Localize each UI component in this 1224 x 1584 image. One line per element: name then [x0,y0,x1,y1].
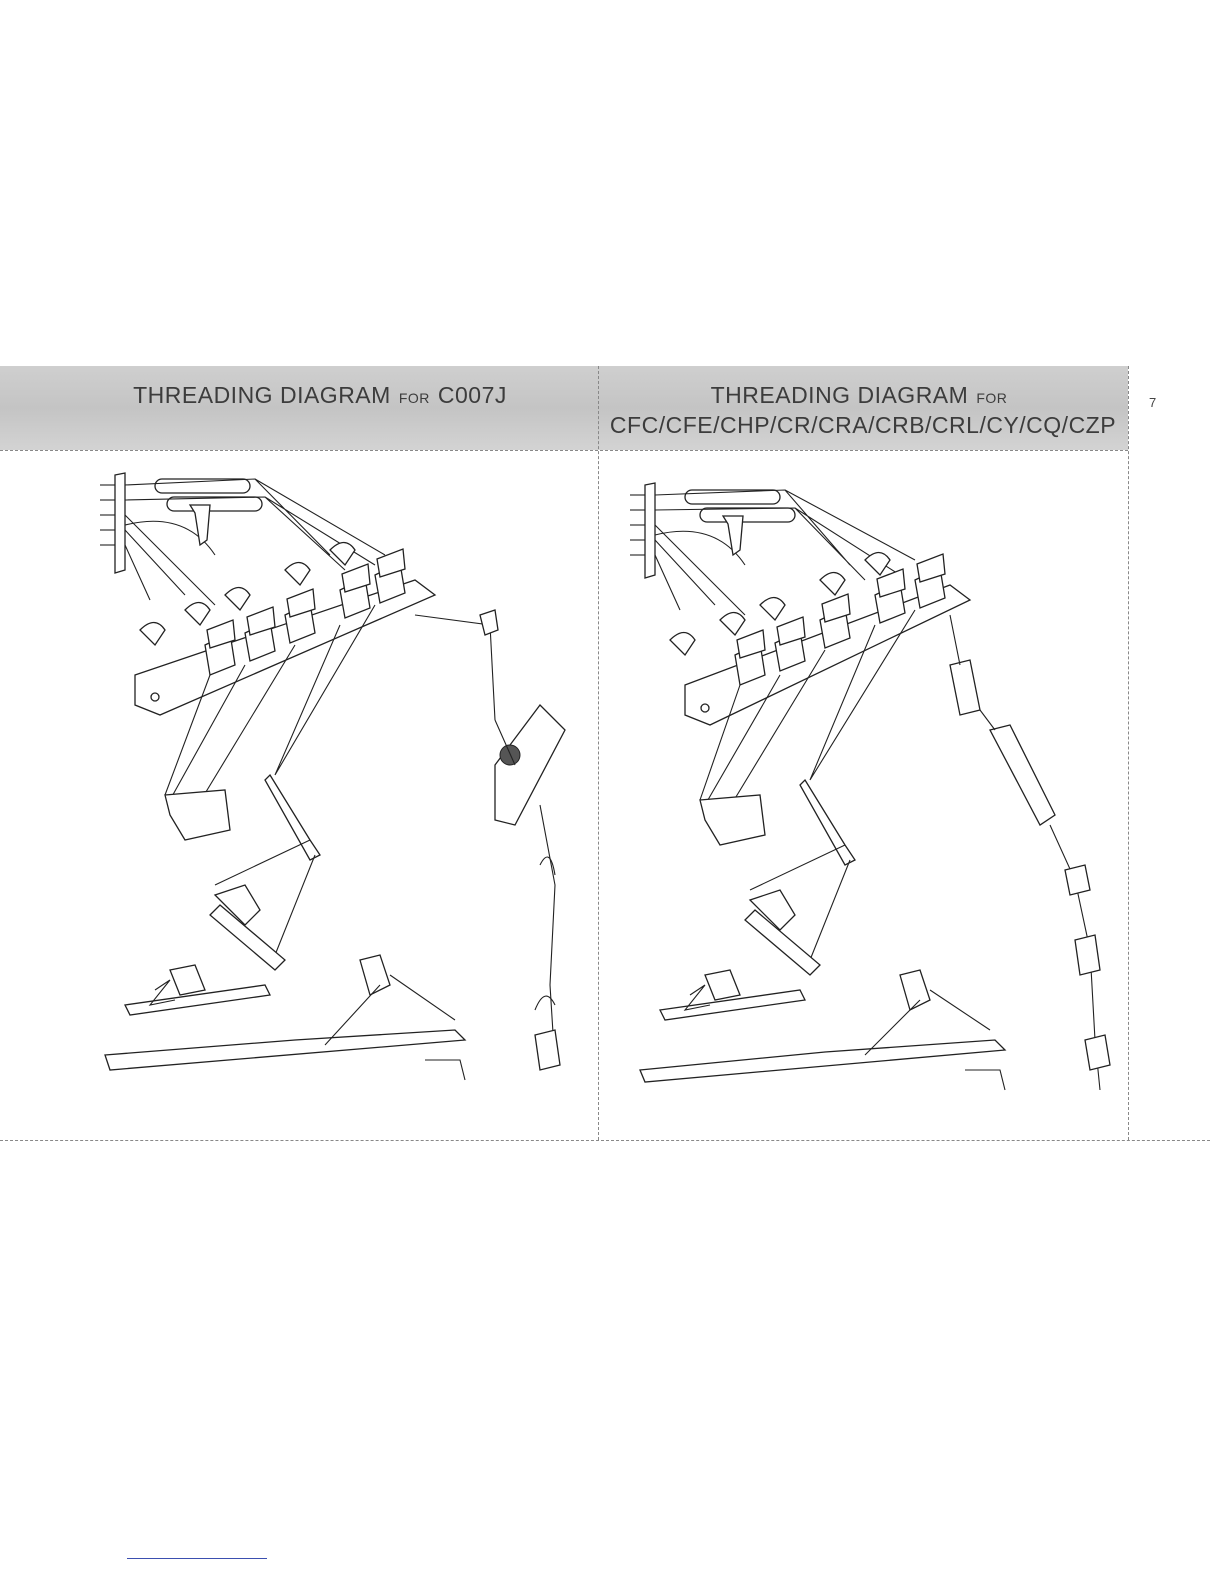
right-title-models: CFC/CFE/CHP/CR/CRA/CRB/CRL/CY/CQ/CZP [609,412,1117,438]
right-title-main: THREADING DIAGRAM [710,382,969,408]
left-diagram-title [0,382,640,409]
right-title-for: FOR [976,390,1008,406]
header-bottom-divider [0,450,1128,451]
page-number: 7 [1149,395,1157,410]
bottom-underline [127,1558,267,1559]
right-divider [1128,366,1129,1140]
right-diagram-title [598,382,1128,438]
left-title-main: THREADING DIAGRAM [133,382,391,408]
left-title-for: FOR [398,390,430,406]
left-threading-diagram-icon [95,465,585,1115]
left-title-model: C007J [437,382,507,408]
center-divider [598,366,599,1140]
right-threading-diagram-icon [625,480,1115,1110]
panel-bottom-divider [0,1140,1210,1141]
